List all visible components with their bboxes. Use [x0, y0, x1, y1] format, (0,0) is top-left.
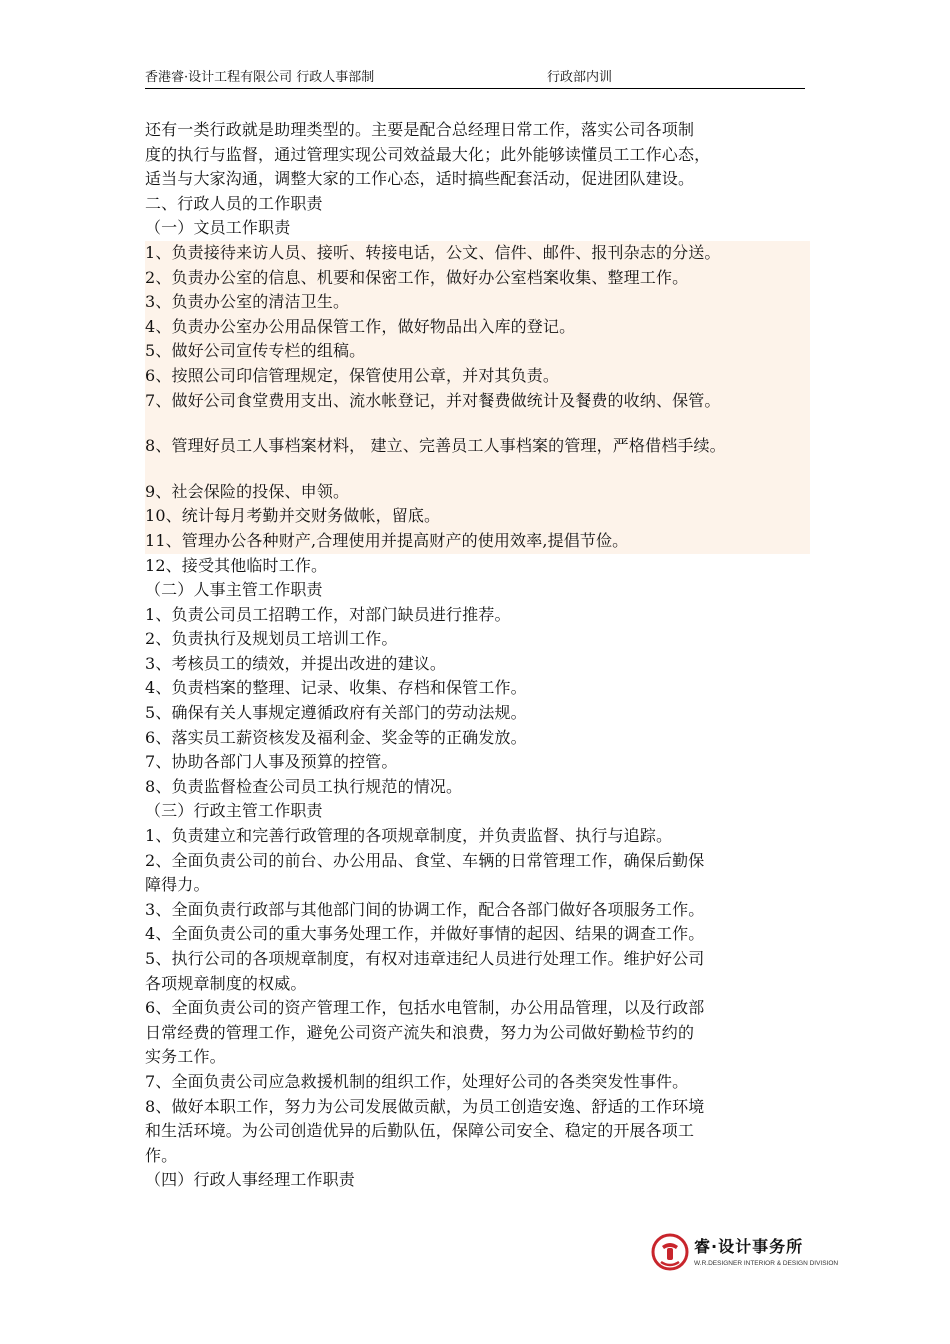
list-item: 7、做好公司食堂费用支出、流水帐登记，并对餐费做统计及餐费的收纳、保管。: [145, 389, 810, 414]
list-item: 7、协助各部门人事及预算的控管。: [145, 752, 398, 772]
spacer: [145, 459, 810, 480]
list-item: 3、负责办公室的清洁卫生。: [145, 290, 810, 315]
list-item: 4、负责办公室办公用品保管工作，做好物品出入库的登记。: [145, 315, 810, 340]
list-item: 7、全面负责公司应急救援机制的组织工作，处理好公司的各类突发性事件。: [145, 1071, 689, 1091]
list-item: 1、负责公司员工招聘工作，对部门缺员进行推荐。: [145, 604, 511, 624]
list-item-continuation: 和生活环境。为公司创造优异的后勤队伍，保障公司安全、稳定的开展各项工: [145, 1121, 695, 1141]
list-item: 6、落实员工薪资核发及福利金、奖金等的正确发放。: [145, 727, 527, 747]
intro-line: 适当与大家沟通，调整大家的工作心态，适时搞些配套活动，促进团队建设。: [145, 169, 695, 189]
list-item: 11、管理办公各种财产,合理使用并提高财产的使用效率,提倡节俭。: [145, 529, 810, 554]
intro-line: 还有一类行政就是助理类型的。主要是配合总经理日常工作，落实公司各项制: [145, 120, 695, 139]
list-item: 6、按照公司印信管理规定，保管使用公章，并对其负责。: [145, 364, 810, 389]
list-item: 3、全面负责行政部与其他部门间的协调工作，配合各部门做好各项服务工作。: [145, 899, 705, 919]
list-item: 3、考核员工的绩效，并提出改进的建议。: [145, 653, 447, 673]
subsection-heading-manager: （四）行政人事经理工作职责: [145, 1170, 355, 1190]
subsection-heading-clerk: （一）文员工作职责: [145, 218, 291, 238]
page-header: [145, 62, 805, 89]
list-item-continuation: 作。: [145, 1145, 178, 1165]
intro-line: 度的执行与监督，通过管理实现公司效益最大化；此外能够读懂员工工作心态，: [145, 144, 711, 164]
list-item: 5、执行公司的各项规章制度，有权对违章违纪人员进行处理工作。维护好公司: [145, 949, 705, 968]
logo-name: 睿·设计事务所: [694, 1237, 804, 1256]
list-item: 4、负责档案的整理、记录、收集、存档和保管工作。: [145, 678, 527, 698]
header-company: 香港睿·设计工程有限公司 行政人事部制: [145, 70, 375, 85]
list-item: 8、做好本职工作，努力为公司发展做贡献，为员工创造安逸、舒适的工作环境: [145, 1096, 705, 1116]
list-item-continuation: 障得力。: [145, 875, 210, 895]
subsection-heading-admin: （三）行政主管工作职责: [145, 801, 323, 821]
list-item: 2、负责执行及规划员工培训工作。: [145, 629, 398, 649]
list-item: 1、负责建立和完善行政管理的各项规章制度，并负责监督、执行与追踪。: [145, 826, 673, 846]
logo-subtitle: W.R.DESIGNER INTERIOR & DESIGN DIVISION: [694, 1260, 839, 1267]
header-section: 行政部内训: [547, 70, 613, 85]
list-item: 6、全面负责公司的资产管理工作，包括水电管制，办公用品管理，以及行政部: [145, 998, 705, 1018]
logo-emblem-icon: [650, 1232, 690, 1272]
list-item: 5、确保有关人事规定遵循政府有关部门的劳动法规。: [145, 703, 527, 723]
list-item: 9、社会保险的投保、申领。: [145, 480, 810, 505]
list-item: 8、负责监督检查公司员工执行规范的情况。: [145, 776, 463, 796]
list-item: 2、全面负责公司的前台、办公用品、食堂、车辆的日常管理工作，确保后勤保: [145, 850, 705, 870]
list-item: 10、统计每月考勤并交财务做帐，留底。: [145, 504, 810, 529]
company-logo: [650, 1232, 839, 1276]
list-item: 4、全面负责公司的重大事务处理工作，并做好事情的起因、结果的调查工作。: [145, 924, 705, 944]
list-item: 1、负责接待来访人员、接听、转接电话，公文、信件、邮件、报刊杂志的分送。: [145, 241, 810, 266]
list-item: 8、管理好员工人事档案材料， 建立、完善员工人事档案的管理，严格借档手续。: [145, 434, 810, 459]
list-item: 2、负责办公室的信息、机要和保密工作，做好办公室档案收集、整理工作。: [145, 266, 810, 291]
list-item: 12、接受其他临时工作。: [145, 555, 328, 575]
spacer: [145, 413, 810, 434]
list-item-continuation: 各项规章制度的权威。: [145, 973, 307, 993]
section-heading: 二、行政人员的工作职责: [145, 193, 323, 213]
list-item: 5、做好公司宣传专栏的组稿。: [145, 339, 810, 364]
subsection-heading-hr: （二）人事主管工作职责: [145, 580, 323, 600]
list-item-continuation: 日常经费的管理工作，避免公司资产流失和浪费，努力为公司做好勤检节约的: [145, 1022, 695, 1042]
list-item-continuation: 实务工作。: [145, 1047, 226, 1067]
document-body: [145, 118, 810, 1193]
